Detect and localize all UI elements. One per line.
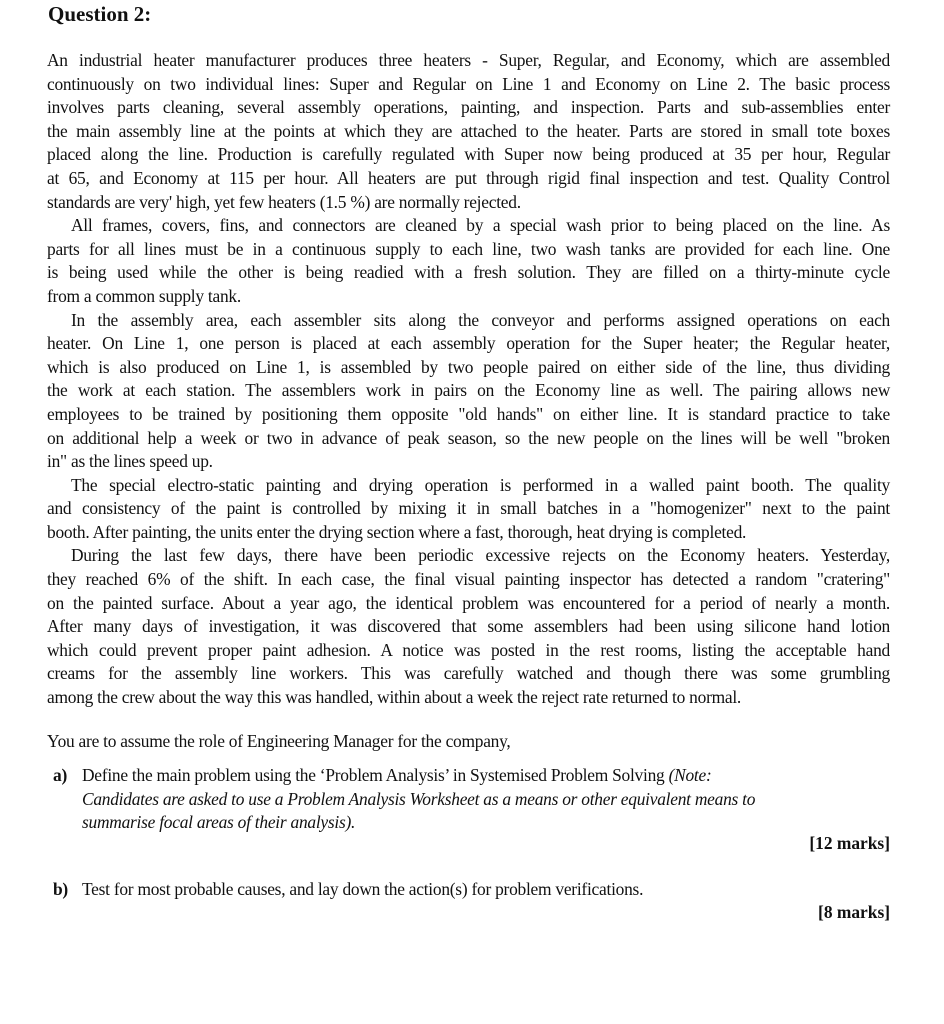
paragraph [47, 49, 890, 214]
paragraph-line: In the assembly area, each assembler sits along the conveyor and performs assigned operations on each [71, 309, 890, 330]
paragraph-line: booth. After painting, the units enter the drying section where a fast, thorough, heat drying is completed. [47, 521, 747, 542]
paragraph-line: from a common supply tank. [47, 285, 241, 306]
paragraph-line: which could prevent proper paint adhesion. A notice was posted in the rest rooms, listing the acceptable hand [47, 639, 890, 660]
paragraph-line: An industrial heater manufacturer produces three heaters - Super, Regular, and Economy, which are assembled [47, 50, 890, 70]
question-a-note-3: summarise focal areas of their analysis). [82, 812, 356, 833]
question-a-note-2: Candidates are asked to use a Problem Analysis Worksheet as a means or other equivalent means to [82, 788, 756, 809]
paragraph-line: on the painted surface. About a year ago, the identical problem was encountered for a period of nearly a month. [47, 592, 890, 613]
paragraph-line: continuously on two individual lines: Super and Regular on Line 1 and Economy on Line 2. The basic process [47, 73, 890, 94]
question-a-text: Define the main problem using the ‘Problem Analysis’ in Systemised Problem Solving [82, 765, 669, 785]
question-a-marks: [12 marks] [809, 833, 890, 853]
paragraph-line: on additional help a week or two in advance of peak season, so the new people on the lines will be well "broken [47, 427, 890, 448]
instruction-intro: You are to assume the role of Engineering Manager for the company, [47, 731, 511, 751]
paragraph-line: employees to be trained by positioning them opposite "old hands" on either line. It is standard practice to take [47, 403, 890, 424]
paragraph-line: the work at each station. The assemblers work in pairs on the Economy line as well. The pairing allows new [47, 380, 890, 401]
paragraph [47, 309, 890, 474]
paragraph [47, 214, 890, 308]
paragraph-line: After many days of investigation, it was discovered that some assemblers had been using silicone hand lotion [47, 616, 890, 637]
paragraph-line: in" as the lines speed up. [47, 451, 213, 472]
paragraph-line: they reached 6% of the shift. In each case, the final visual painting inspector has detected a random "cratering" [47, 569, 890, 590]
paragraph [47, 544, 890, 709]
paragraph-line: among the crew about the way this was handled, within about a week the reject rate returned to normal. [47, 687, 742, 708]
question-b [53, 878, 890, 902]
paragraph-line: creams for the assembly line workers. This was carefully watched and though there was some grumbling [47, 663, 890, 684]
paragraph-line: involves parts cleaning, several assembly operations, painting, and inspection. Parts and sub-assemblies enter [47, 97, 890, 118]
paragraph-line: placed along the line. Production is carefully regulated with Super now being produced at 35 per hour, Regular [47, 144, 890, 165]
case-study-text [47, 49, 890, 710]
question-a [53, 764, 890, 835]
question-b-text: Test for most probable causes, and lay down the action(s) for problem verifications. [82, 879, 644, 899]
question-a-label: a) [53, 765, 67, 785]
question-b-label: b) [53, 879, 68, 899]
question-a-note-1: (Note: [668, 765, 712, 785]
paragraph-line: the main assembly line at the points at which they are attached to the heater. Parts are stored in small tote boxes [47, 120, 890, 141]
paragraph-line: which is also produced on Line 1, is assembled by two people paired on either side of the line, thus dividing [47, 356, 890, 377]
question-title: Question 2: [48, 2, 152, 26]
question-b-marks: [8 marks] [818, 902, 890, 922]
paragraph-line: heater. On Line 1, one person is placed at each assembly operation for the Super heater; the Regular heater, [47, 333, 890, 354]
paragraph-line: parts for all lines must be in a continuous supply to each line, two wash tanks are provided for each line. One [47, 238, 890, 259]
paragraph-line: is being used while the other is being readied with a fresh solution. They are filled on a thirty-minute cycle [47, 262, 890, 283]
paragraph [47, 474, 890, 545]
paragraph-line: The special electro-static painting and drying operation is performed in a walled paint booth. The quality [71, 474, 890, 495]
paragraph-line: standards are very' high, yet few heaters (1.5 %) are normally rejected. [47, 191, 521, 212]
paragraph-line: and consistency of the paint is controlled by mixing it in small batches in a "homogenizer" next to the paint [47, 498, 890, 519]
paragraph-line: During the last few days, there have been periodic excessive rejects on the Economy heaters. Yesterday, [71, 545, 890, 566]
paragraph-line: All frames, covers, fins, and connectors are cleaned by a special wash prior to being placed on the line. As [71, 215, 890, 236]
paragraph-line: at 65, and Economy at 115 per hour. All heaters are put through rigid final inspection and test. Quality Control [47, 167, 890, 188]
